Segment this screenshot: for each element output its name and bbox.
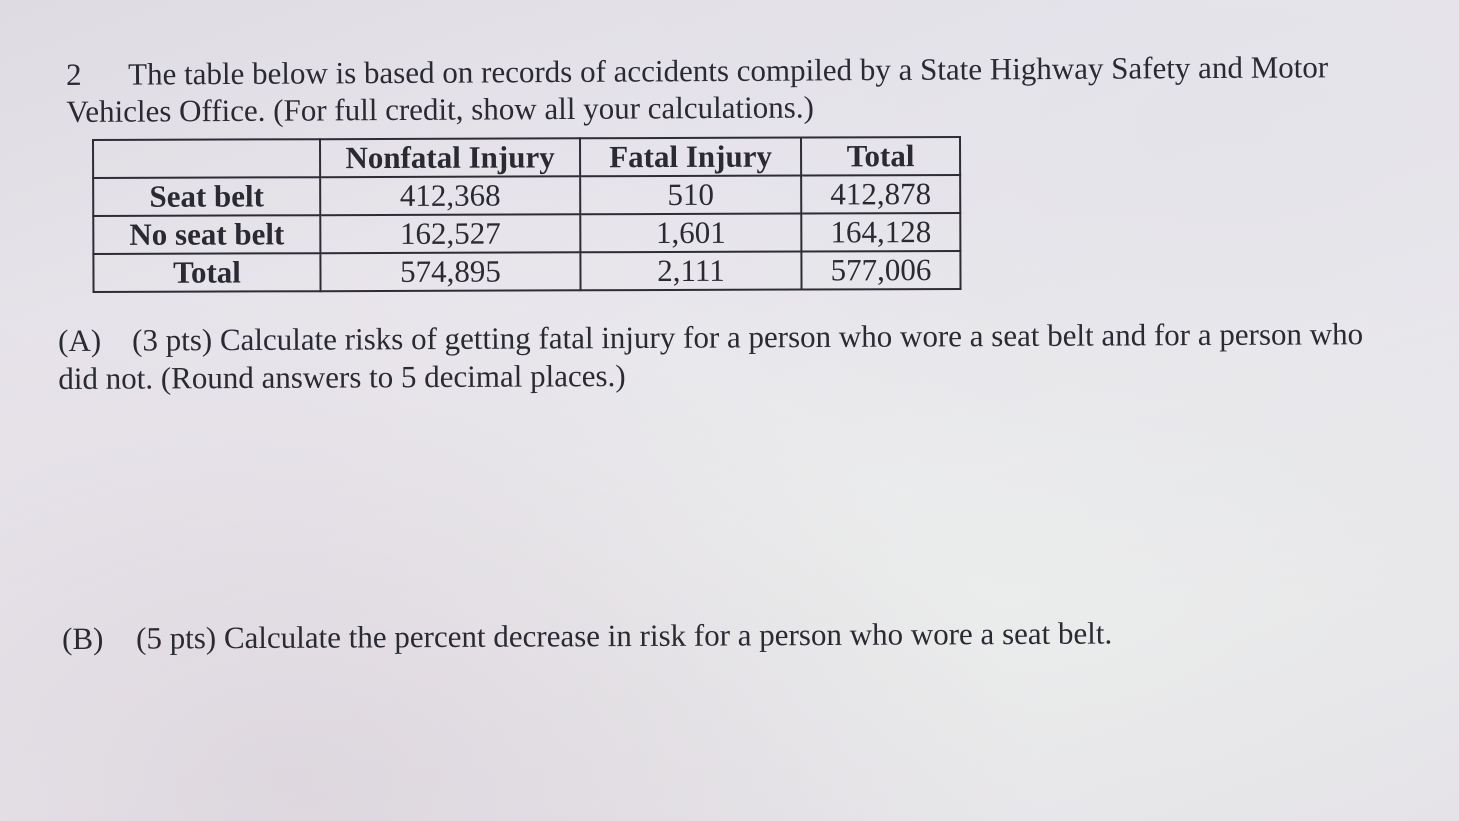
part-a-line-1 <box>58 315 1428 360</box>
table-cell: 510 <box>580 176 801 215</box>
table-corner-cell <box>93 139 320 178</box>
question-number: 2 <box>66 56 82 92</box>
table-row <box>93 175 960 216</box>
table-row <box>93 251 960 292</box>
table-cell: 162,527 <box>320 214 580 253</box>
table-row <box>93 213 960 254</box>
row-label-no-seat-belt: No seat belt <box>93 215 320 254</box>
table-cell: 1,601 <box>580 214 801 253</box>
table-header-row <box>93 137 960 178</box>
row-label-seat-belt: Seat belt <box>93 177 320 216</box>
question-intro <box>66 48 1406 130</box>
part-a-text-line-1: (3 pts) Calculate risks of getting fatal injury for a person who wore a seat belt and for a person who <box>132 316 1364 358</box>
column-header-total: Total <box>801 137 960 176</box>
table-cell: 164,128 <box>801 213 960 252</box>
question-text-line-1: The table below is based on records of accidents compiled by a State Highway Safety and Motor <box>128 49 1329 92</box>
part-b-text: (5 pts) Calculate the percent decrease in risk for a person who wore a seat belt. <box>136 615 1113 656</box>
column-header-nonfatal: Nonfatal Injury <box>320 138 580 177</box>
table-cell: 2,111 <box>580 252 801 291</box>
part-b-label: (B) <box>62 620 104 656</box>
part-a <box>58 315 1428 398</box>
table-cell: 412,878 <box>801 175 960 214</box>
table-cell: 412,368 <box>320 176 580 215</box>
part-b <box>62 613 1432 658</box>
column-header-fatal: Fatal Injury <box>580 138 801 177</box>
question-text-line-2: Vehicles Office. (For full credit, show all your calculations.) <box>66 89 814 129</box>
part-a-label: (A) <box>58 322 102 358</box>
row-label-total: Total <box>93 253 320 292</box>
part-a-text-line-2: did not. (Round answers to 5 decimal places.) <box>58 358 626 396</box>
table-cell: 577,006 <box>801 251 960 290</box>
table-cell: 574,895 <box>320 252 580 291</box>
accident-table <box>92 136 962 293</box>
